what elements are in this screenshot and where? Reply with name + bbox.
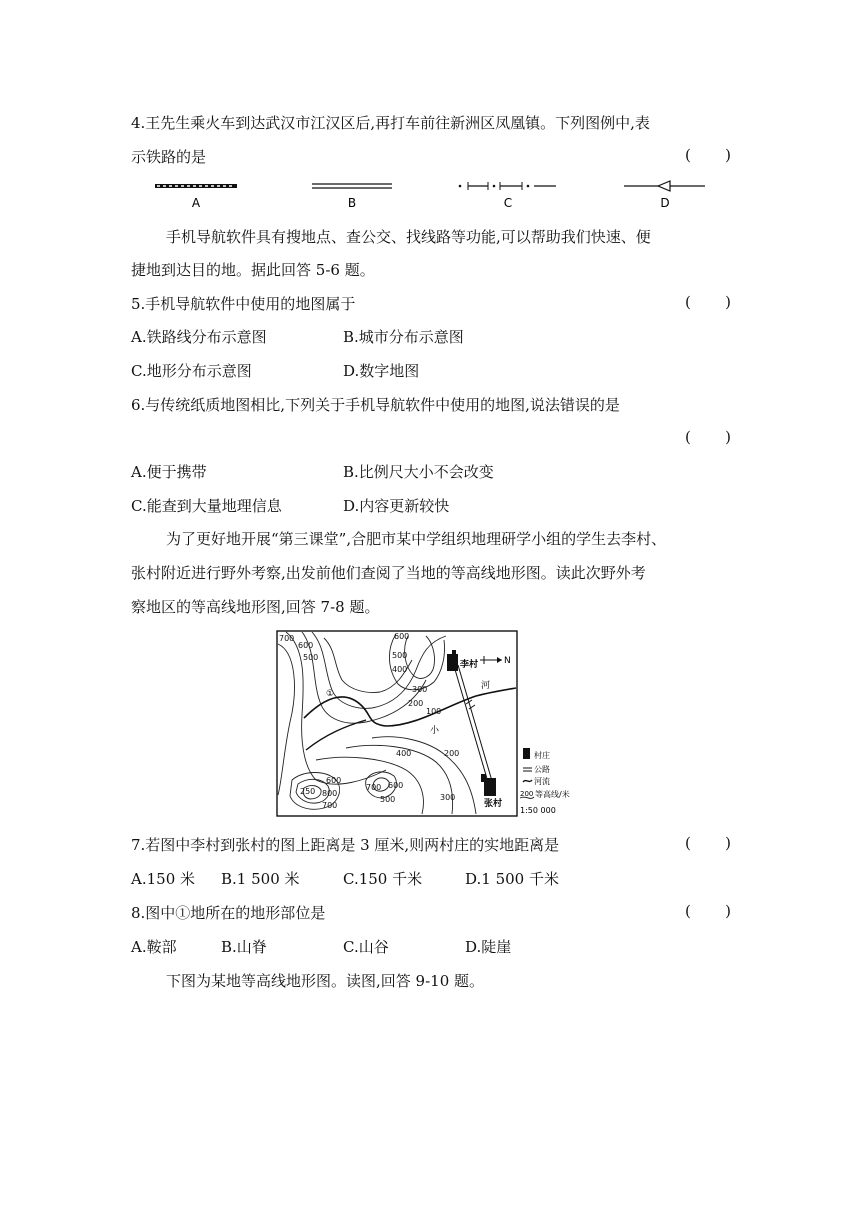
contour-label-600b: 600 (394, 632, 410, 641)
contour-label-600c: 600 (326, 776, 342, 785)
paren-open: ( (685, 293, 691, 311)
intro-5-6-line1: 手机导航软件具有搜地点、查公交、找线路等功能,可以帮助我们快速、便 (166, 228, 651, 246)
q7-option-d[interactable]: D.1 500 千米 (465, 870, 559, 888)
contour-label-600: 600 (298, 641, 314, 650)
legend-village-label: 村庄 (534, 751, 550, 760)
village-zhang-label: 张村 (484, 799, 503, 809)
q6-option-b[interactable]: B.比例尺大小不会改变 (343, 463, 494, 481)
q5-option-c[interactable]: C.地形分布示意图 (131, 362, 252, 380)
contour-label-100: 100 (426, 707, 442, 716)
q6-option-d[interactable]: D.内容更新较快 (343, 497, 450, 515)
paren-close: ) (725, 902, 731, 920)
legend-road-label: 公路 (534, 765, 550, 774)
q4-stem-line2: 示铁路的是 (131, 148, 207, 166)
legend-river-label: 河流 (534, 777, 550, 786)
paren-open: ( (685, 428, 691, 446)
paren-open: ( (685, 834, 691, 852)
contour-map (276, 630, 586, 818)
village-li-label: 李村 (460, 660, 479, 670)
q8-stem: 8.图中①地所在的地形部位是 (131, 904, 326, 922)
village-zhang-icon-part (481, 774, 486, 782)
north-label: N (504, 656, 511, 666)
q4-stem-line1: 4.王先生乘火车到达武汉市江汉区后,再打车前往新洲区凤凰镇。下列图例中,表 (131, 114, 650, 132)
intro-7-8-line1: 为了更好地开展“第三课堂”,合肥市某中学组织地理研学小组的学生去李村、 (166, 530, 667, 548)
contour-label-200: 200 (408, 699, 424, 708)
contour-label-200b: 200 (444, 749, 460, 758)
contour-label-400: 400 (392, 665, 408, 674)
paren-close: ) (725, 146, 731, 164)
q7-option-b[interactable]: B.1 500 米 (221, 870, 300, 888)
q5-option-a[interactable]: A.铁路线分布示意图 (131, 328, 267, 346)
q7-option-c[interactable]: C.150 千米 (343, 870, 423, 888)
contour-label-500c: 500 (380, 795, 396, 804)
contour-label-700: 700 (279, 634, 295, 643)
q5-option-d[interactable]: D.数字地图 (343, 362, 420, 380)
legend-symbol-d (624, 181, 705, 191)
q8-answer-paren[interactable] (685, 902, 731, 920)
q8-option-a[interactable]: A.鞍部 (131, 938, 177, 956)
legend-label-d: D (660, 196, 670, 210)
legend-label-c: C (503, 196, 513, 210)
q8-option-c[interactable]: C.山谷 (343, 938, 389, 956)
contour-label-400b: 400 (396, 749, 412, 758)
railway-legend-options (150, 176, 720, 212)
paren-close: ) (725, 293, 731, 311)
q6-option-c[interactable]: C.能查到大量地理信息 (131, 497, 282, 515)
q8-option-b[interactable]: B.山脊 (221, 938, 267, 956)
paren-close: ) (725, 428, 731, 446)
intro-5-6-line2: 捷地到达目的地。据此回答 5-6 题。 (131, 261, 375, 279)
legend-river-icon (523, 780, 532, 782)
legend-label-b: B (347, 196, 357, 210)
legend-label-a: A (191, 196, 201, 210)
legend-contour-label: 等高线/米 (535, 790, 570, 799)
contour-label-500: 500 (303, 653, 319, 662)
intro-7-8-line2: 张村附近进行野外考察,出发前他们查阅了当地的等高线地形图。读此次野外考 (131, 564, 646, 582)
village-li-icon-part (452, 650, 456, 656)
map-scale: 1:50 000 (520, 806, 556, 815)
q6-stem: 6.与传统纸质地图相比,下列关于手机导航软件中使用的地图,说法错误的是 (131, 396, 620, 414)
paren-open: ( (685, 902, 691, 920)
contour-label-500b: 500 (392, 651, 408, 660)
contour-label-700b: 700 (322, 801, 338, 810)
contour-label-300b: 300 (440, 793, 456, 802)
legend-symbol-b (312, 184, 392, 188)
q5-answer-paren[interactable] (685, 293, 731, 311)
legend-symbol-a (155, 184, 237, 188)
contour-label-250: 250 (300, 787, 316, 796)
legend-village-icon (523, 748, 530, 759)
point-1-label: ① (326, 689, 335, 699)
q6-answer-paren[interactable] (685, 428, 731, 446)
intro-7-8-line3: 察地区的等高线地形图,回答 7-8 题。 (131, 598, 380, 616)
river-char-1: 河 (481, 681, 491, 691)
contour-label-600d: 600 (388, 781, 404, 790)
q7-stem: 7.若图中李村到张村的图上距离是 3 厘米,则两村庄的实地距离是 (131, 836, 560, 854)
contour-label-300: 300 (412, 685, 428, 694)
map-legend (520, 748, 570, 815)
paren-close: ) (725, 834, 731, 852)
q5-option-b[interactable]: B.城市分布示意图 (343, 328, 464, 346)
q4-answer-paren[interactable] (685, 146, 731, 164)
village-li-icon (447, 654, 458, 671)
q7-option-a[interactable]: A.150 米 (131, 870, 195, 888)
contour-label-800: 800 (322, 789, 338, 798)
contour-label-700c: 700 (366, 783, 382, 792)
legend-contour-value: 200 (520, 790, 534, 798)
paren-open: ( (685, 146, 691, 164)
intro-9-10: 下图为某地等高线地形图。读图,回答 9-10 题。 (166, 972, 485, 990)
q8-option-d[interactable]: D.陡崖 (465, 938, 512, 956)
q5-stem: 5.手机导航软件中使用的地图属于 (131, 295, 356, 313)
q6-option-a[interactable]: A.便于携带 (131, 463, 207, 481)
q7-answer-paren[interactable] (685, 834, 731, 852)
legend-symbol-c (459, 182, 556, 190)
river-char-2: 小 (430, 726, 440, 736)
